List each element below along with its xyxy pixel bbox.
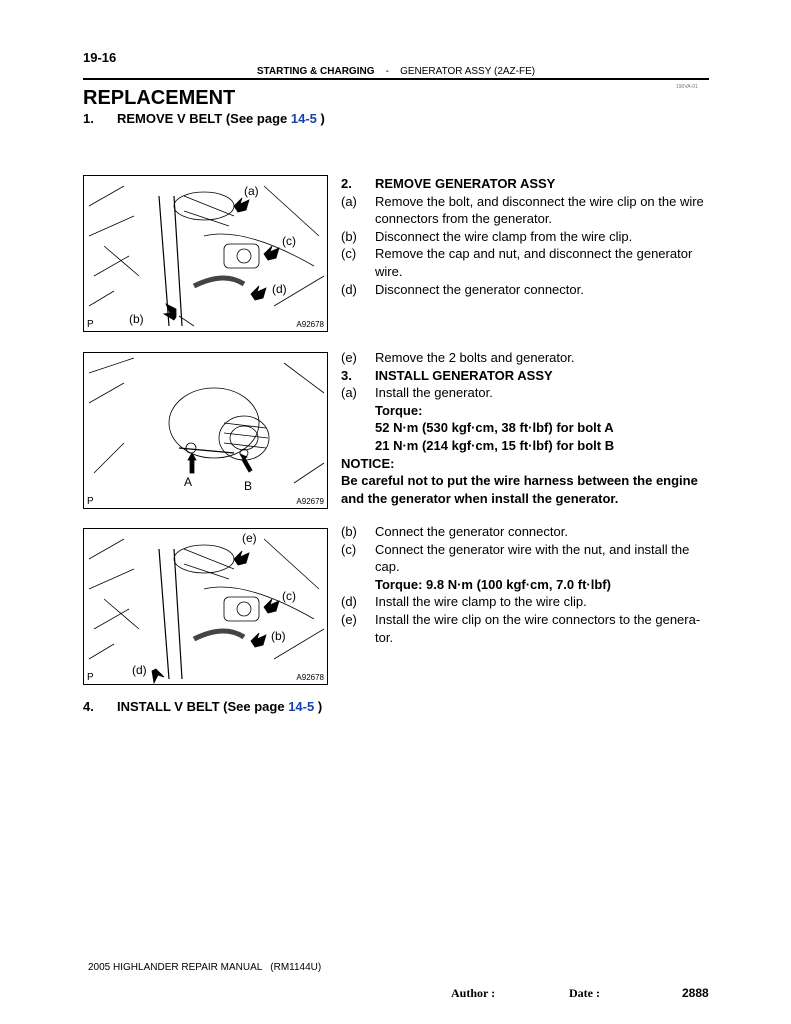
instruction-row	[341, 455, 711, 473]
callout-bolt-a: A	[184, 475, 193, 489]
instruction-row	[341, 384, 711, 402]
instruction-row	[341, 437, 711, 455]
engine-illustration	[84, 176, 327, 331]
instruction-number: (d)	[341, 594, 357, 610]
callout-a: (a)	[244, 184, 259, 198]
instruction-text: Remove the cap and nut, and disconnect the generator wire.	[375, 246, 693, 279]
step-text: INSTALL V BELT (See page	[117, 699, 289, 714]
instruction-number: (e)	[341, 611, 357, 627]
instruction-row	[341, 402, 711, 420]
instruction-row	[341, 175, 711, 193]
instruction-row	[341, 349, 711, 367]
page-code: 2888	[682, 986, 709, 1000]
instruction-text: Torque:	[375, 402, 423, 418]
instruction-number: (b)	[341, 524, 357, 539]
instruction-row	[341, 593, 711, 611]
author-label: Author :	[451, 986, 496, 1000]
instruction-row	[341, 281, 711, 299]
instruction-number: (c)	[341, 246, 357, 262]
notice-text: Be careful not to put the wire harness between the engine and the generator when install the generator.	[341, 473, 698, 506]
instruction-text: Connect the generator wire with the nut, and install the cap.	[375, 541, 690, 575]
callout-d: (d)	[132, 663, 147, 677]
instruction-row	[341, 611, 711, 646]
instruction-text: Disconnect the generator connector.	[375, 281, 584, 297]
figure-code: A92678	[296, 320, 324, 329]
subsection-title: GENERATOR ASSY (2AZ-FE)	[400, 66, 536, 77]
instruction-row	[341, 472, 711, 507]
callout-e: (e)	[242, 531, 257, 545]
page-title: REPLACEMENT	[83, 87, 236, 109]
instruction-number: 3.	[341, 367, 352, 383]
page-number: 19-16	[83, 50, 117, 65]
instruction-number: (c)	[341, 541, 357, 557]
callout-bolt-b: B	[244, 479, 253, 493]
instruction-text: 52 N·m (530 kgf·cm, 38 ft·lbf) for bolt A	[375, 420, 614, 436]
instruction-row	[341, 193, 711, 228]
instruction-text: Connect the generator connector.	[375, 524, 568, 539]
document-id: 190VA-01	[676, 84, 698, 90]
instruction-row	[341, 576, 711, 594]
callout-b: (b)	[271, 629, 286, 643]
manual-title: 2005 HIGHLANDER REPAIR MANUAL (RM1144U)	[88, 962, 322, 973]
instruction-row	[341, 245, 711, 280]
instructions-remove	[341, 175, 711, 298]
engine-illustration	[84, 529, 327, 684]
step-number: 4.	[83, 699, 94, 714]
figure-code: A92679	[296, 497, 324, 506]
callout-d: (d)	[272, 282, 287, 296]
instruction-text: Install the generator.	[375, 385, 493, 401]
instruction-number: 2.	[341, 176, 352, 191]
section-title: STARTING & CHARGING	[256, 66, 375, 77]
instruction-text: Remove the bolt, and disconnect the wire clip on the wire connectors from the generator.	[375, 193, 704, 227]
header-separator: -	[385, 66, 389, 77]
step-text: REMOVE V BELT (See page	[117, 111, 291, 126]
figure-generator-bolts	[83, 352, 328, 509]
page-link[interactable]: 14-5	[290, 111, 317, 126]
instruction-number: (a)	[341, 193, 357, 209]
instruction-text: REMOVE GENERATOR ASSY	[375, 176, 556, 191]
instruction-number: (a)	[341, 385, 357, 401]
instruction-number: (b)	[341, 228, 357, 244]
date-label: Date :	[569, 986, 600, 1000]
figure-code: A92678	[296, 673, 324, 682]
instructions-install	[341, 349, 711, 507]
figure-corner-mark: P	[87, 496, 94, 507]
instruction-row	[341, 367, 711, 385]
figure-corner-mark: P	[87, 319, 94, 330]
section-header	[83, 66, 709, 77]
instruction-number: (d)	[341, 281, 357, 297]
instruction-row	[341, 541, 711, 576]
step-4	[83, 698, 383, 716]
callout-c: (c)	[282, 589, 296, 603]
callout-c: (c)	[282, 234, 296, 248]
instruction-text: INSTALL GENERATOR ASSY	[375, 367, 553, 383]
instruction-text: Disconnect the wire clamp from the wire clip.	[375, 228, 633, 244]
header-rule	[83, 78, 709, 80]
notice-text: NOTICE:	[341, 455, 395, 471]
figure-install-connectors	[83, 528, 328, 685]
generator-illustration	[84, 353, 327, 508]
page-link[interactable]: 14-5	[288, 699, 315, 714]
instruction-row	[341, 228, 711, 246]
instruction-row	[341, 523, 711, 541]
step-text-end: )	[316, 111, 325, 126]
callout-b: (b)	[129, 312, 144, 326]
step-text-end: )	[314, 699, 323, 714]
figure-corner-mark: P	[87, 672, 94, 683]
instruction-text: Install the wire clamp to the wire clip.	[375, 594, 587, 610]
instruction-row	[341, 419, 711, 437]
figure-remove-connectors	[83, 175, 328, 332]
step-1	[83, 110, 383, 128]
step-number: 1.	[83, 111, 94, 126]
instruction-text: Install the wire clip on the wire connectors to the genera- tor.	[375, 611, 701, 645]
instruction-text: Torque: 9.8 N·m (100 kgf·cm, 7.0 ft·lbf)	[375, 576, 611, 592]
instruction-text: 21 N·m (214 kgf·cm, 15 ft·lbf) for bolt B	[375, 437, 615, 453]
instruction-number: (e)	[341, 350, 357, 365]
instruction-text: Remove the 2 bolts and generator.	[375, 350, 575, 365]
instructions-connect	[341, 523, 711, 646]
